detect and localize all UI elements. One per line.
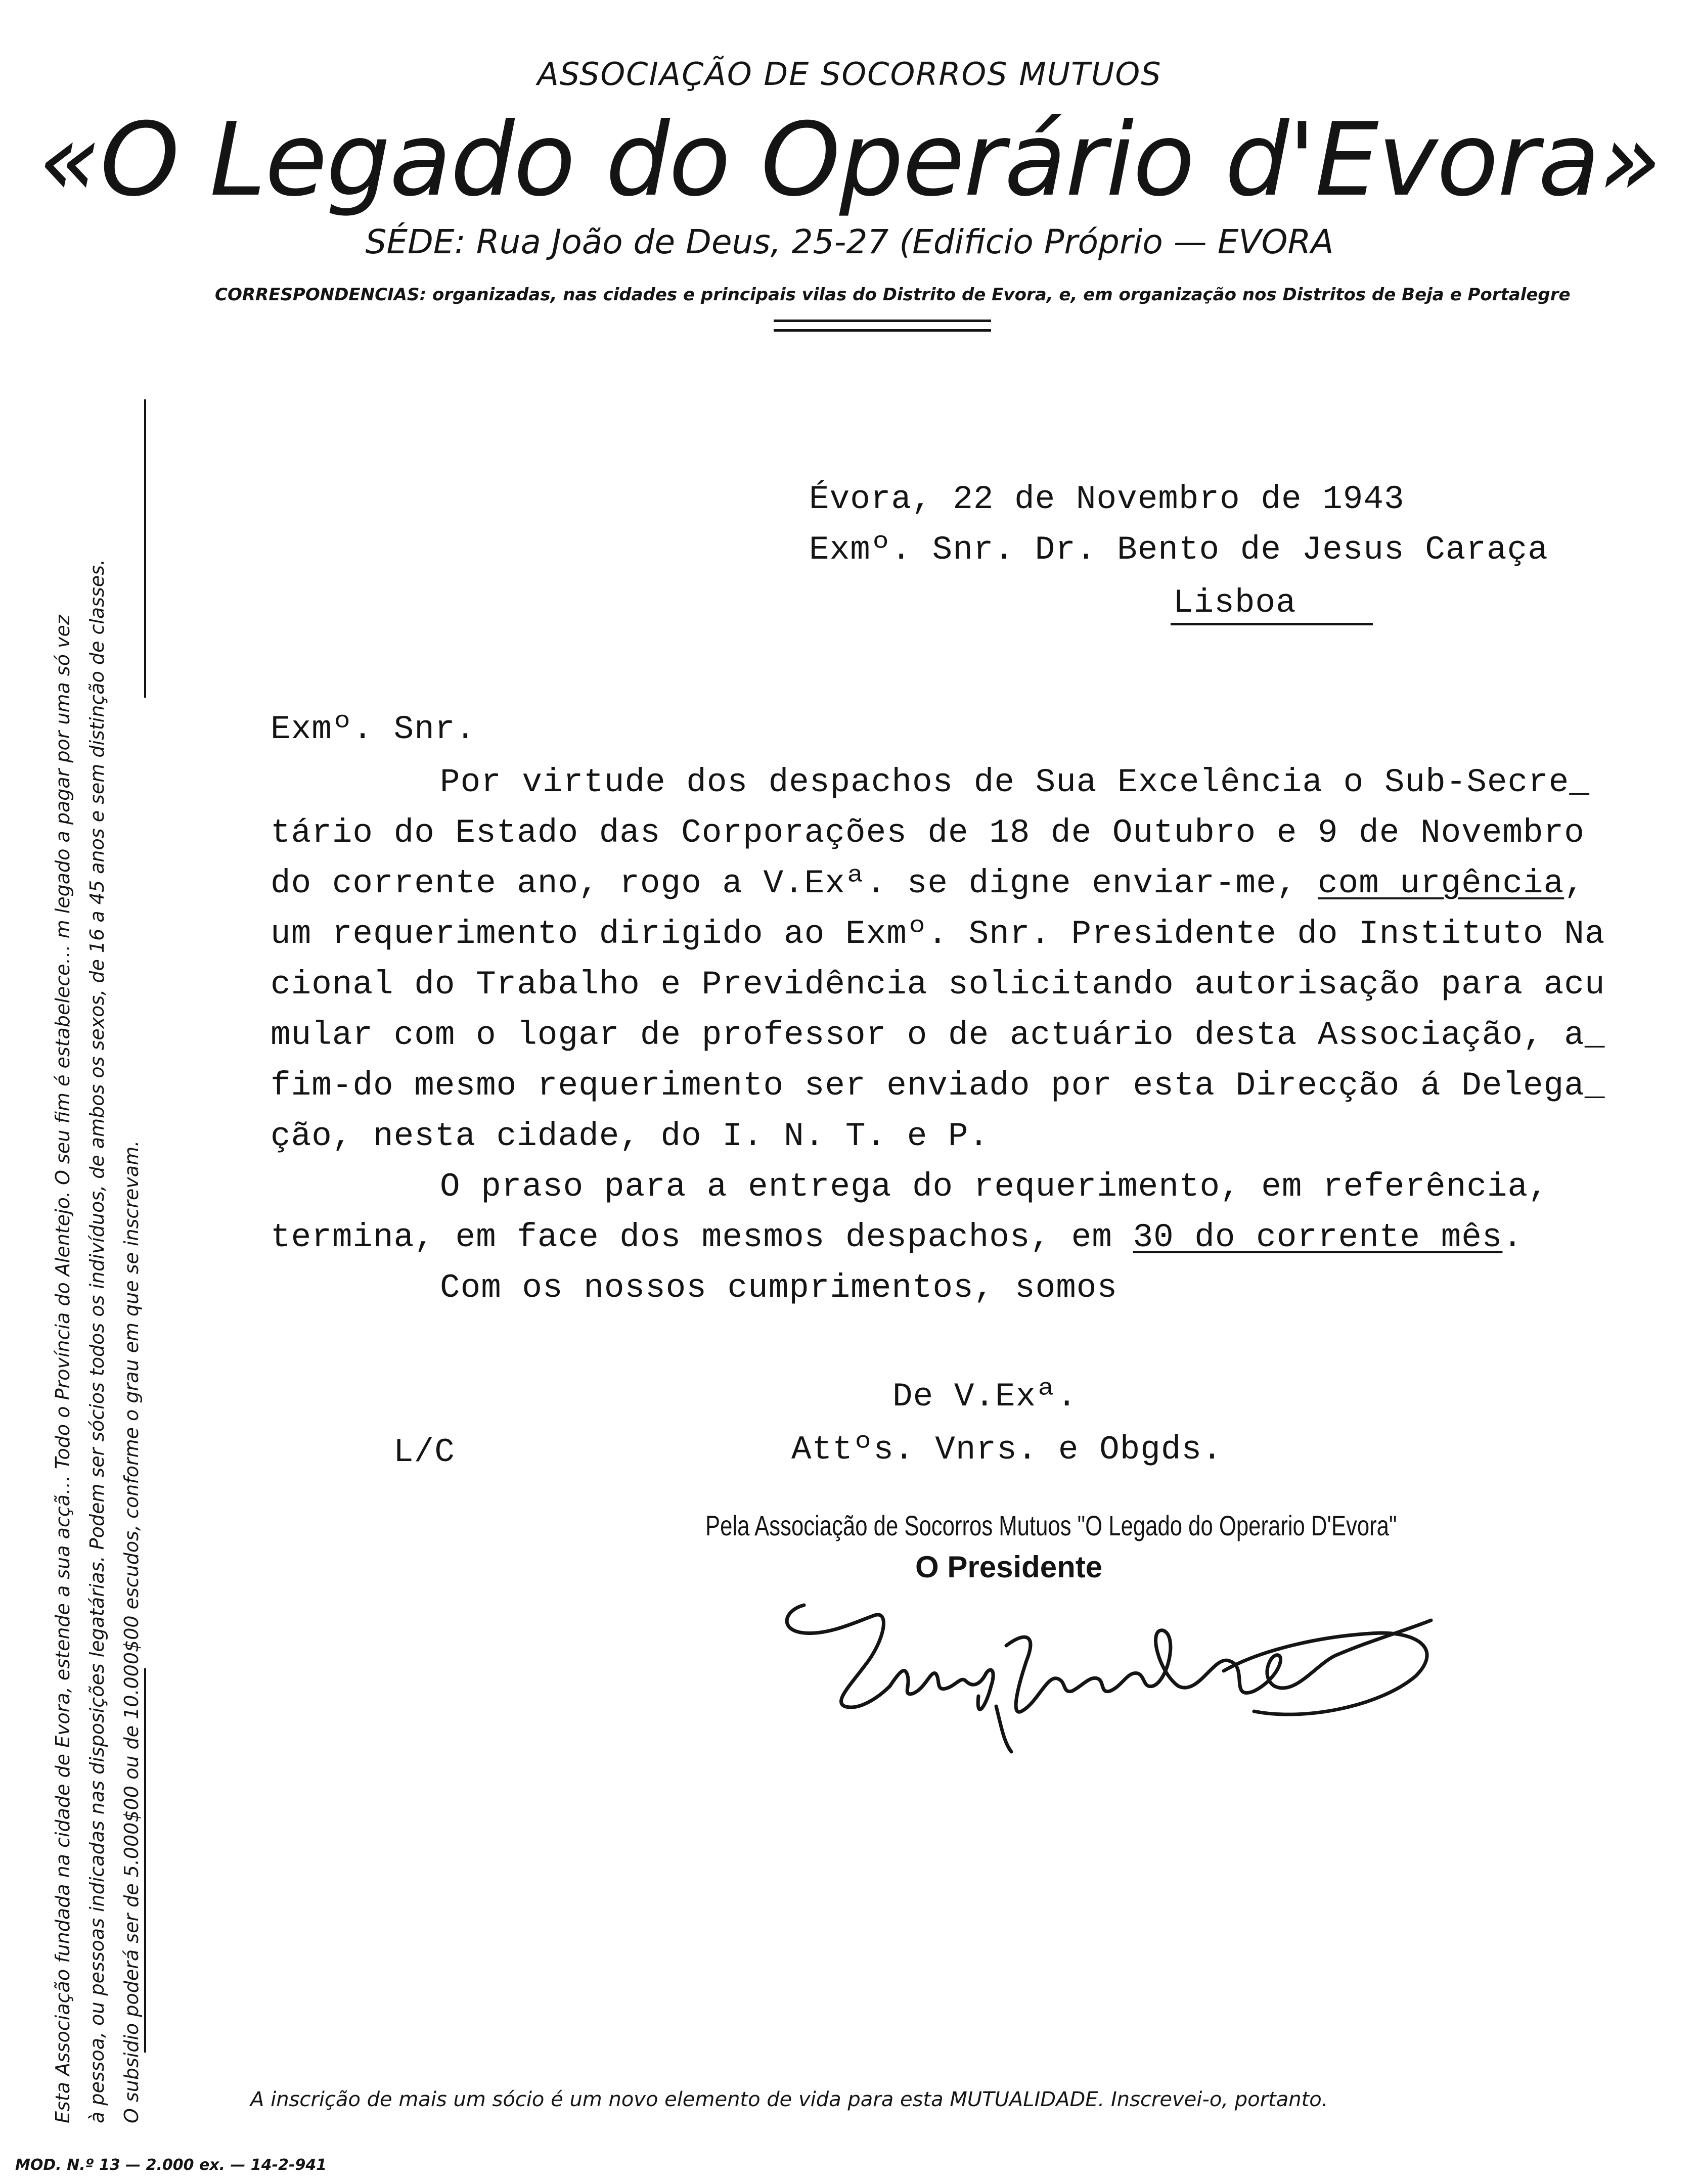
body-line: Com os nossos cumprimentos, somos xyxy=(440,1269,1118,1307)
side-margin-text xyxy=(46,379,149,2123)
org-line: ASSOCIAÇÃO DE SOCORROS MUTUOS xyxy=(537,56,1162,93)
side-text-line-3: O subsidio poderá ser de 5.000$00 ou de 10.000$00 escudos, conforme o grau em que se inscrevam. xyxy=(120,1140,143,2123)
underlined-urgency: com urgência xyxy=(1317,864,1564,902)
correspondence-line: CORRESPONDENCIAS: organizadas, nas cidades e principais vilas do Distrito de Evora, e, em organização nos Distritos de Beja e Portalegre xyxy=(215,285,1571,305)
closing-line-2: Attºs. Vnrs. e Obgds. xyxy=(791,1431,1223,1469)
addressee: Exmº. Snr. Dr. Bento de Jesus Caraça xyxy=(809,531,1548,569)
side-rule-top xyxy=(144,399,146,698)
salutation: Exmº. Snr. xyxy=(271,710,476,748)
stamp-title: O Presidente xyxy=(915,1550,1103,1584)
body-line: do corrente ano, rogo a V.Exª. se digne enviar-me, com urgência, xyxy=(271,864,1585,902)
addressee-city: Lisboa xyxy=(1173,584,1296,622)
body-line: um requerimento dirigido ao Exmº. Snr. Presidente do Instituto Na xyxy=(271,915,1605,953)
footer-note: A inscrição de mais um sócio é um novo elemento de vida para esta MUTUALIDADE. Inscrevei-o, portanto. xyxy=(250,2088,1328,2111)
org-name-title: «O Legado do Operário d'Evora» xyxy=(38,101,1661,219)
stamp-organization: Pela Associação de Socorros Mutuos "O Legado do Operario D'Evora" xyxy=(705,1510,1397,1541)
letter-date: Évora, 22 de Novembro de 1943 xyxy=(809,480,1405,518)
side-text-line-1: Esta Associação fundada na cidade de Evora, estende a sua acçã… Todo o Província do Alentejo. O seu fim é estabelece… m legado a pagar por uma só vez xyxy=(52,615,74,2123)
headquarters-address: SÉDE: Rua João de Deus, 25-27 (Edificio Próprio — EVORA xyxy=(365,222,1334,261)
body-line: tário do Estado das Corporações de 18 de Outubro e 9 de Novembro xyxy=(271,814,1585,852)
body-line: mular com o logar de professor o de actuário desta Associação, a_ xyxy=(271,1016,1605,1054)
side-rule-bottom xyxy=(144,1668,146,2053)
body-line: O praso para a entrega do requerimento, em referência, xyxy=(440,1168,1549,1206)
form-model-number: MOD. N.º 13 — 2.000 ex. — 14-2-941 xyxy=(15,2156,327,2174)
body-line: cional do Trabalho e Previdência solicitando autorisação para acu xyxy=(271,966,1605,1004)
body-line: fim-do mesmo requerimento ser enviado por esta Direcção á Delega_ xyxy=(271,1067,1605,1105)
city-underline xyxy=(1171,623,1373,625)
underlined-deadline: 30 do corrente mês xyxy=(1133,1218,1503,1256)
body-line: termina, em face dos mesmos despachos, em 30 do corrente mês. xyxy=(271,1218,1524,1256)
letterhead-double-rule xyxy=(774,320,991,332)
body-line: ção, nesta cidade, do I. N. T. e P. xyxy=(271,1117,990,1155)
closing-line-1: De V.Exª. xyxy=(892,1378,1078,1416)
reference-initials: L/C xyxy=(393,1433,455,1471)
handwritten-signature xyxy=(774,1585,1456,1767)
body-line: Por virtude dos despachos de Sua Excelência o Sub-Secre_ xyxy=(440,763,1590,801)
side-text-line-2: à pessoa, ou pessoas indicadas nas disposições legatárias. Podem ser sócios todos os indivíduos, de ambos os sexos, de 16 a 45 anos e sem distinção de classes. xyxy=(86,559,108,2123)
